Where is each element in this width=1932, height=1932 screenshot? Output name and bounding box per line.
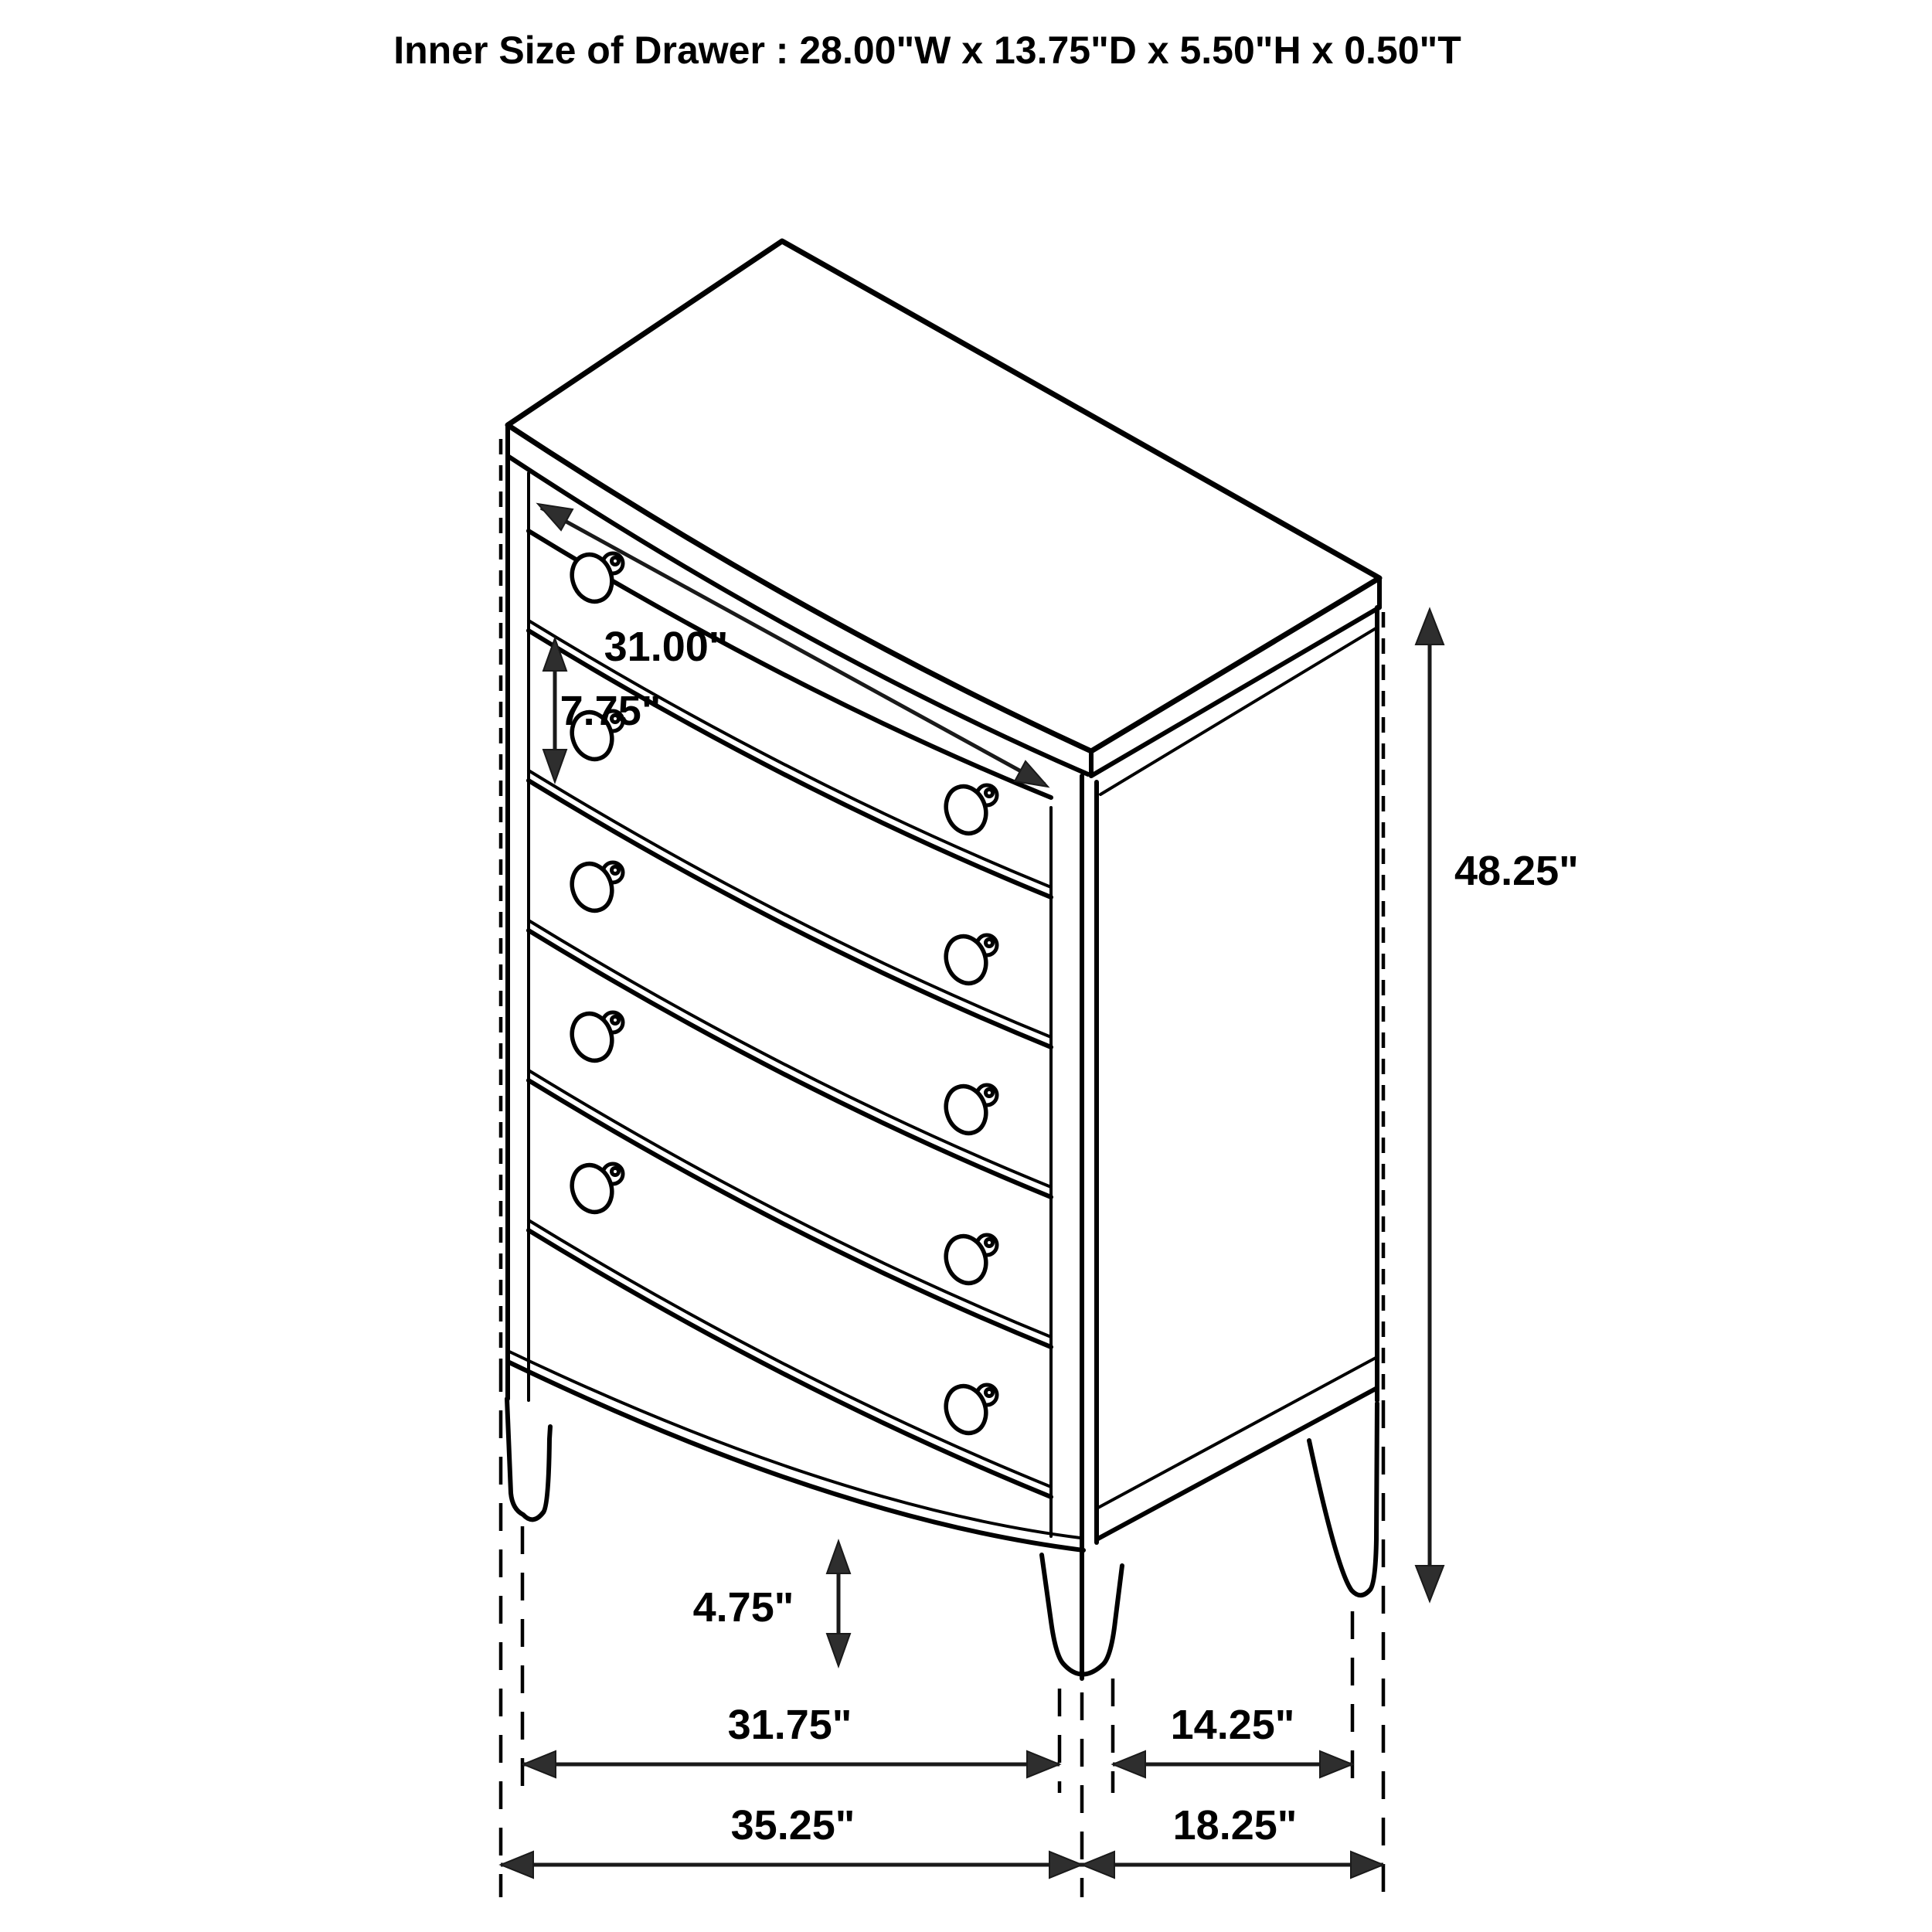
diagram-title: Inner Size of Drawer : 28.00"W x 13.75"D x 5.50"H x 0.50"T (393, 29, 1461, 72)
back-right-leg (1309, 1403, 1377, 1595)
drawer-3-left-knob (566, 858, 623, 916)
drawer-4-right-knob (940, 1230, 997, 1288)
chest-drawing (507, 241, 1379, 1679)
leg-height-label: 4.75" (692, 1584, 794, 1631)
side-base-rail-top (1097, 1357, 1377, 1509)
side-leg-span-dimension (1113, 1702, 1352, 1777)
drawer-4-left-knob (566, 1008, 623, 1066)
overall-width-dimension (501, 1802, 1082, 1878)
overall-height-dimension (1416, 609, 1579, 1601)
overall-width-label: 35.25" (730, 1802, 855, 1849)
drawer-height-label: 7.75" (560, 688, 662, 734)
leg-height-dimension (693, 1541, 850, 1666)
front-left-leg (507, 1399, 550, 1519)
overall-depth-dimension (1082, 1802, 1383, 1878)
front-leg-span-dimension (523, 1702, 1060, 1777)
drawer-1-right-knob (940, 781, 997, 838)
drawer-5-right-knob (940, 1380, 997, 1438)
drawer-5-left-knob (566, 1159, 623, 1217)
drawer-width-label: 31.00" (604, 624, 729, 670)
overall-height-label: 48.25" (1454, 848, 1579, 894)
side-leg-span-label: 14.25" (1170, 1702, 1295, 1748)
chest-top-face (508, 241, 1379, 751)
front-leg-span-label: 31.75" (727, 1702, 852, 1748)
side-base-rail-bottom (1097, 1388, 1377, 1539)
overall-depth-label: 18.25" (1172, 1802, 1298, 1849)
drawer-3-right-knob (940, 1080, 997, 1138)
drawer-2-right-knob (940, 930, 997, 988)
